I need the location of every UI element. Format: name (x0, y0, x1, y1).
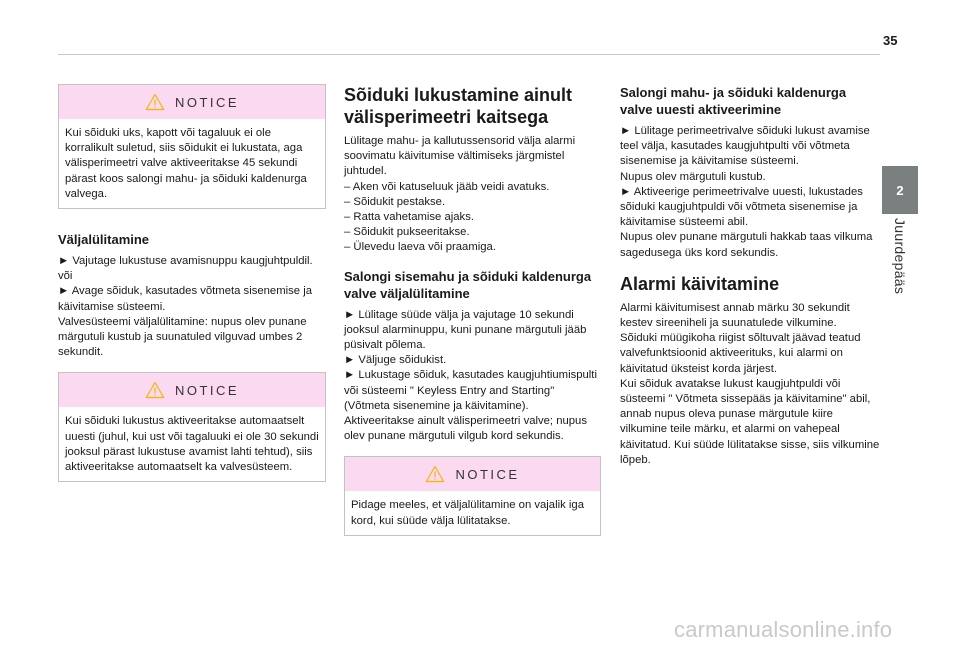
paragraph: Kui sõiduk avatakse lukust kaugjuhtpuldi või süsteemi " Võtmeta sissepääs ja käivitamine" abil, annab nupus oleva punase märgutule kiire vilkumine teile märku, et alarmi on vahepeal käivitatud. Kui süüde lülitatakse sisse, siis vilkumine lõpeb. (620, 377, 880, 466)
notice-header (345, 457, 600, 491)
chapter-tab: 2 (882, 166, 918, 214)
notice-box (344, 456, 601, 535)
section-heading: Salongi sisemahu ja sõiduki kaldenurga valve väljalülitamine (344, 268, 592, 301)
paragraph: Nupus olev märgutuli kustub. (620, 170, 766, 183)
warning-triangle-icon (425, 465, 445, 483)
warning-triangle-icon (145, 381, 165, 399)
paragraph: Nupus olev punane märgutuli hakkab taas vilkuma sagedusega üks kord sekundis. (620, 231, 873, 259)
list-item: – Sõidukit pukseeritakse. (344, 226, 470, 239)
list-item: – Ülevedu laeva või praamiga. (344, 241, 496, 254)
section-heading: Salongi mahu- ja sõiduki kaldenurga valve uuesti aktiveerimine (620, 85, 847, 117)
notice-body (59, 119, 325, 208)
header-divider (58, 54, 880, 55)
paragraph: Valvesüsteemi väljalülitamine: nupus olev punane märgutuli kustub ja suunatuled vilguvad umbes 2 sekundit. (58, 315, 307, 359)
paragraph: Sõiduki müügikoha riigist sõltuvalt jäävad teatud valvefunktsioonid aktiveerituks, kui alarmi on käivitatud üksteist korda järjest. (620, 332, 861, 375)
section-body (58, 254, 326, 360)
chapter-title: Juurdepääs (892, 218, 908, 295)
notice-body (59, 407, 325, 481)
paragraph: ► Avage sõiduk, kasutades võtmeta sisenemise ja käivitamise süsteemi. (58, 285, 312, 313)
list-item: – Sõidukit pestakse. (344, 195, 446, 208)
notice-body (345, 491, 600, 534)
paragraph: ► Lülitage süüde välja ja vajutage 10 sekundi jooksul alarminuppu, kuni punane märgutuli jääb püsivalt põlema. (344, 308, 587, 352)
section-title: Alarmi käivitamine (620, 273, 780, 294)
notice-header (59, 373, 325, 407)
column-3 (620, 84, 880, 468)
paragraph: ► Aktiveerige perimeetrivalve uuesti, lukustades sõiduki kaugjuhtpuldi või võtmeta sisenemise ja käivitamise süsteemi abil. (620, 185, 863, 229)
notice-header (59, 85, 325, 119)
chapter-side-label (886, 218, 914, 318)
column-2 (344, 84, 601, 536)
warning-triangle-icon (145, 93, 165, 111)
section-body (344, 308, 601, 445)
list-item: – Ratta vahetamise ajaks. (344, 211, 474, 224)
section-heading: Väljalülitamine (58, 232, 150, 248)
list-item: – Aken või katuseluuk jääb veidi avatuks. (344, 180, 550, 193)
section-body (620, 124, 880, 261)
column-1 (58, 84, 326, 482)
notice-text: Pidage meeles, et väljalülitamine on vajalik iga kord, kui süüde välja lülitatakse. (351, 499, 584, 527)
notice-box (58, 84, 326, 209)
notice-box (58, 372, 326, 482)
watermark: carmanualsonline.info (674, 617, 893, 642)
notice-title: NOTICE (174, 94, 240, 110)
notice-text: Kui sõiduki uks, kapott või tagaluuk ei ole korralikult suletud, siis sõidukit ei lukustata, aga välisperimeetri valve aktiveeritakse 45 sekundi pärast koos salongi mahu- ja sõiduki kaldenurga valvega. (65, 127, 307, 200)
paragraph: ► Vajutage lukustuse avamisnuppu kaugjuhtpuldil. (58, 255, 313, 268)
paragraph: Aktiveeritakse ainult välisperimeetri valve; nupus olev punane märgutuli vilgub kord sekundis. (344, 415, 587, 443)
paragraph: ► Väljuge sõidukist. (344, 354, 447, 367)
paragraph: ► Lukustage sõiduk, kasutades kaugjuhtiumispulti või süsteemi " Keyless Entry and Starting" (Võtmeta sisenemine ja käivitamine). (344, 369, 597, 412)
paragraph: ► Lülitage perimeetrivalve sõiduki lukust avamise teel välja, kasutades kaugjuhtpulti või võtmeta sisenemise ja käivitamise süsteemi. (620, 125, 870, 168)
paragraph: või (58, 270, 73, 283)
notice-text: Kui sõiduki lukustus aktiveeritakse automaatselt uuesti (juhul, kui ust või tagaluuki ei ole 30 sekundi jooksul pärast lukustuse avamist lahti tehtud), siis aktiveeritakse automaatselt ka valvesüsteem. (65, 415, 319, 474)
page-number: 35 (883, 33, 898, 48)
notice-title: NOTICE (174, 382, 240, 398)
notice-title: NOTICE (455, 466, 520, 482)
section-title: Sõiduki lukustamine ainult välisperimeetri kaitsega (344, 85, 573, 127)
paragraph: Alarmi käivitumisest annab märku 30 sekundit kestev sireeniheli ja suunatulede vilkumine. (620, 301, 850, 330)
paragraph: Lülitage mahu- ja kallutussensorid välja alarmi soovimatu käivitumise vältimiseks järgmistel juhtudel. (344, 135, 576, 178)
section-body (620, 301, 880, 468)
section-body (344, 134, 601, 256)
